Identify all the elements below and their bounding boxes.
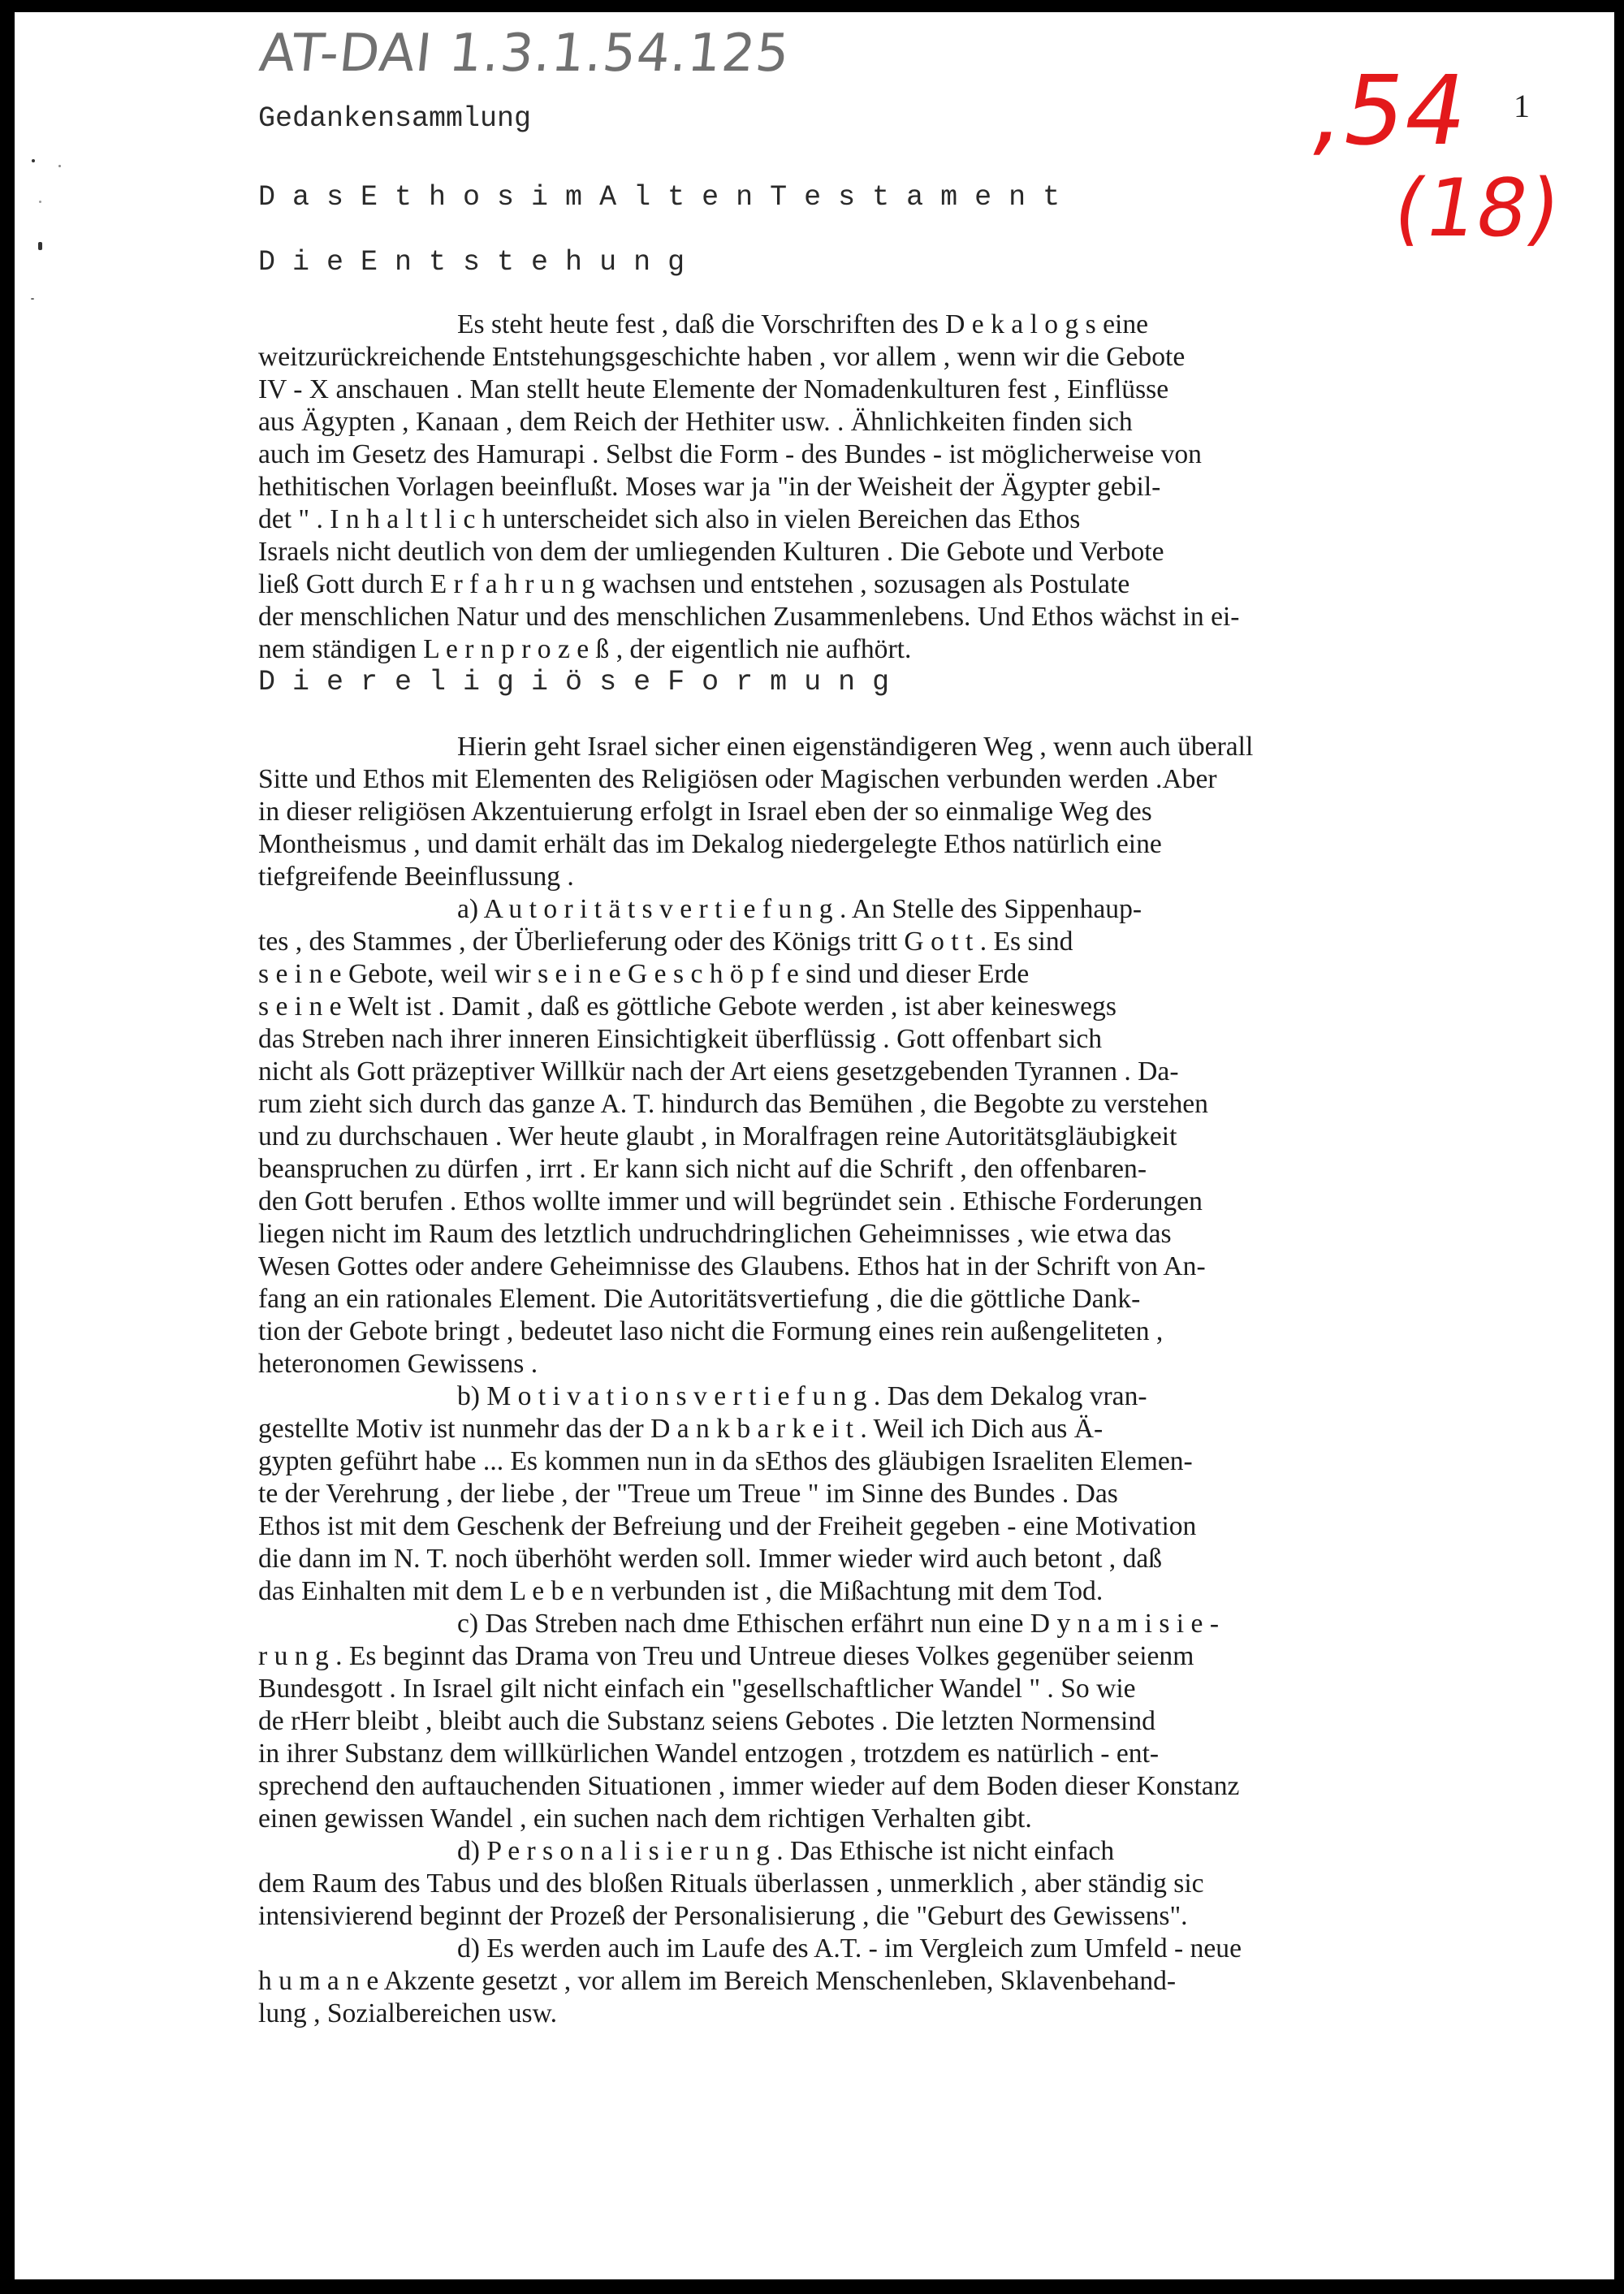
text-line: s e i n e Gebote, weil wir s e i n e G e s c h ö p f e sind und dieser Erde — [258, 959, 1030, 989]
text-line: gestellte Motiv ist nunmehr das der D a n k b a r k e i t . Weil ich Dich aus Ä- — [258, 1414, 1104, 1444]
text-line: in dieser religiösen Akzentuierung erfolgt in Israel eben der so einmalige Weg des — [258, 797, 1152, 827]
text-line: Israels nicht deutlich von dem der umliegenden Kulturen . Die Gebote und Verbote — [258, 537, 1164, 567]
text-line: d) P e r s o n a l i s i e r u n g . Das Ethische ist nicht einfach — [457, 1836, 1115, 1866]
section-heading: D i e r e l i g i ö s e F o r m u n g — [258, 666, 890, 698]
text-line: Sitte und Ethos mit Elementen des Religiösen oder Magischen verbunden werden .Aber — [258, 764, 1217, 794]
text-line: de rHerr bleibt , bleibt auch die Substanz seiens Gebotes . Die letzten Normensind — [258, 1706, 1155, 1736]
text-line: liegen nicht im Raum des letztlich undruchdringlichen Geheimnisses , wie etwa das — [258, 1219, 1172, 1249]
text-line: in ihrer Substanz dem willkürlichen Wandel entzogen , trotzdem es natürlich - ent- — [258, 1739, 1160, 1769]
text-line: das Einhalten mit dem L e b e n verbunden ist , die Mißachtung mit dem Tod. — [258, 1576, 1104, 1606]
text-line: c) Das Streben nach dme Ethischen erfährt nun eine D y n a m i s i e - — [457, 1609, 1220, 1639]
text-line: der menschlichen Natur und des menschlichen Zusammenlebens. Und Ethos wächst in ei- — [258, 602, 1240, 632]
text-line: d) Es werden auch im Laufe des A.T. - im Vergleich zum Umfeld - neue — [457, 1933, 1242, 1964]
text-line: den Gott berufen . Ethos wollte immer und will begründet sein . Ethische Forderungen — [258, 1186, 1203, 1216]
page-number: 1 — [1514, 88, 1530, 124]
text-line: rum zieht sich durch das ganze A. T. hindurch das Bemühen , die Begobte zu verstehen — [258, 1089, 1208, 1119]
text-line: tes , des Stammes , der Überlieferung oder des Königs tritt G o t t . Es sind — [258, 927, 1073, 957]
text-line: Es steht heute fest , daß die Vorschriften des D e k a l o g s eine — [457, 309, 1149, 339]
text-line: weitzurückreichende Entstehungsgeschichte haben , vor allem , wenn wir die Gebote — [258, 342, 1186, 372]
text-line: r u n g . Es beginnt das Drama von Treu und Untreue dieses Volkes gegenüber seienm — [258, 1641, 1194, 1671]
text-line: einen gewissen Wandel , ein suchen nach dem richtigen Verhalten gibt. — [258, 1804, 1032, 1834]
text-line: nem ständigen L e r n p r o z e ß , der eigentlich nie aufhört. — [258, 634, 912, 664]
document-page — [15, 12, 1614, 2279]
text-line: tiefgreifende Beeinflussung . — [258, 862, 574, 892]
text-line: h u m a n e Akzente gesetzt , vor allem im Bereich Menschenleben, Sklavenbehand- — [258, 1966, 1177, 1996]
text-line: und zu durchschauen . Wer heute glaubt , in Moralfragen reine Autoritätsgläubigkeit — [258, 1121, 1177, 1151]
text-line: heteronomen Gewissens . — [258, 1349, 538, 1379]
section-heading: D i e E n t s t e h u n g — [258, 246, 685, 279]
text-line: die dann im N. T. noch überhöht werden soll. Immer wieder wird auch betont , daß — [258, 1544, 1163, 1574]
text-line: das Streben nach ihrer inneren Einsichtigkeit überflüssig . Gott offenbart sich — [258, 1024, 1103, 1054]
text-line: a) A u t o r i t ä t s v e r t i e f u n g . An Stelle des Sippenhaup- — [457, 894, 1142, 924]
text-line: b) M o t i v a t i o n s v e r t i e f u n g . Das dem Dekalog vran- — [457, 1381, 1147, 1411]
text-line: auch im Gesetz des Hamurapi . Selbst die Form - des Bundes - ist möglicherweise von — [258, 439, 1202, 469]
text-line: det " . I n h a l t l i c h unterscheidet sich also in vielen Bereichen das Ethos — [258, 504, 1081, 534]
text-line: nicht als Gott präzeptiver Willkür nach der Art eiens gesetzgebenden Tyrannen . Da- — [258, 1056, 1179, 1087]
text-line: Wesen Gottes oder andere Geheimnisse des Glaubens. Ethos hat in der Schrift von An- — [258, 1251, 1206, 1281]
text-line: te der Verehrung , der liebe , der "Treue um Treue " im Sinne des Bundes . Das — [258, 1479, 1118, 1509]
document-label: Gedankensammlung — [258, 102, 532, 135]
text-line: gypten geführt habe ... Es kommen nun in da sEthos des gläubigen Israeliten Elemen- — [258, 1446, 1193, 1476]
text-line: tion der Gebote bringt , bedeutet laso nicht die Formung eines rein außengeliteten , — [258, 1316, 1164, 1346]
folio-subnumber-handwritten: (18) — [1386, 162, 1567, 255]
text-line: beanspruchen zu dürfen , irrt . Er kann sich nicht auf die Schrift , den offenbaren- — [258, 1154, 1147, 1184]
text-line: hethitischen Vorlagen beeinflußt. Moses war ja "in der Weisheit der Ägypter gebil- — [258, 472, 1161, 502]
text-line: IV - X anschauen . Man stellt heute Elemente der Nomadenkulturen fest , Einflüsse — [258, 374, 1169, 404]
archive-reference-handwritten: AT-DAI 1.3.1.54.125 — [257, 24, 793, 84]
text-line: dem Raum des Tabus und des bloßen Rituals überlassen , unmerklich , aber ständig sic — [258, 1868, 1204, 1899]
text-line: Montheismus , und damit erhält das im Dekalog niedergelegte Ethos natürlich eine — [258, 829, 1162, 859]
text-line: Ethos ist mit dem Geschenk der Befreiung und der Freiheit gegeben - eine Motivation — [258, 1511, 1197, 1541]
text-line: aus Ägypten , Kanaan , dem Reich der Hethiter usw. . Ähnlichkeiten finden sich — [258, 407, 1133, 437]
text-line: Bundesgott . In Israel gilt nicht einfach ein "gesellschaftlicher Wandel " . So wie — [258, 1674, 1136, 1704]
text-line: intensivierend beginnt der Prozeß der Personalisierung , die "Geburt des Gewissens". — [258, 1901, 1188, 1931]
text-line: Hierin geht Israel sicher einen eigenständigeren Weg , wenn auch überall — [457, 732, 1254, 762]
document-title: D a s E t h o s i m A l t e n T e s t a m e n t — [258, 181, 1060, 214]
text-line: ließ Gott durch E r f a h r u n g wachsen und entstehen , sozusagen als Postulate — [258, 569, 1130, 599]
text-line: sprechend den auftauchenden Situationen , immer wieder auf dem Boden dieser Konstanz — [258, 1771, 1240, 1801]
folio-number-handwritten: ,54 — [1303, 54, 1476, 166]
text-line: fang an ein rationales Element. Die Autoritätsvertiefung , die die göttliche Dank- — [258, 1284, 1141, 1314]
text-line: s e i n e Welt ist . Damit , daß es göttliche Gebote werden , ist aber keineswegs — [258, 991, 1116, 1022]
text-line: lung , Sozialbereichen usw. — [258, 1998, 558, 2028]
